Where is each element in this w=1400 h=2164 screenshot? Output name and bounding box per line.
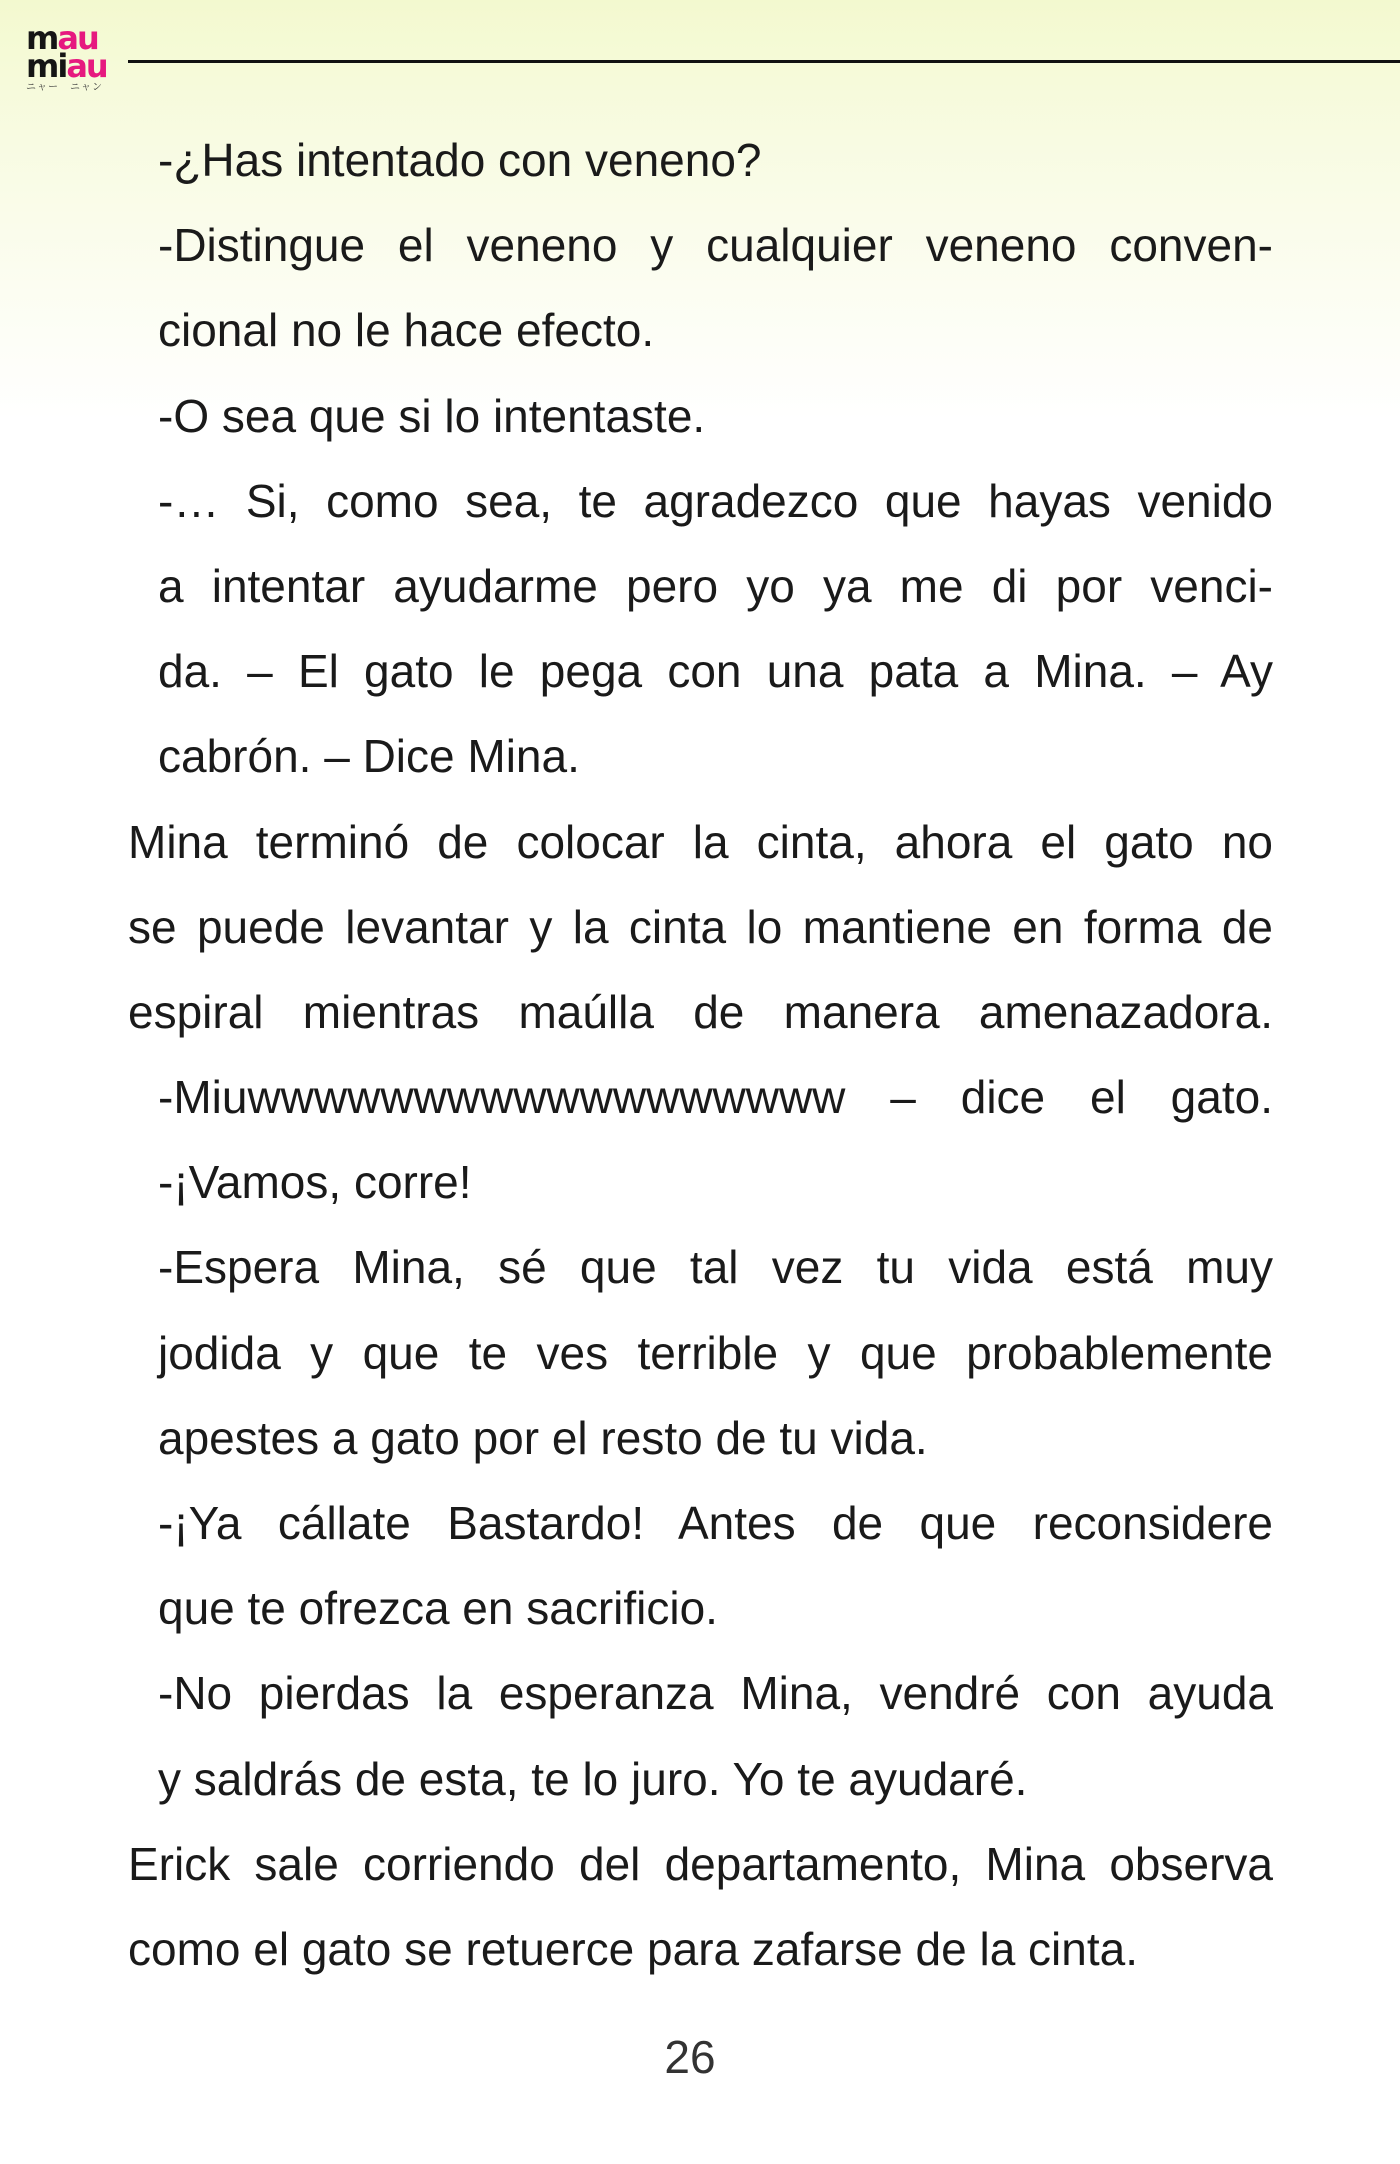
page-header: [0, 0, 1400, 110]
text-line: se puede levantar y la cinta lo mantiene en forma de: [128, 900, 1273, 953]
text-line: Mina terminó de colocar la cinta, ahora el gato no: [128, 815, 1273, 868]
text-line: -Miuwwwwwwwwwwwwwwwwww – dice el gato.: [158, 1071, 1273, 1124]
text-line: a intentar ayudarme pero yo ya me di por venci-: [158, 559, 1273, 612]
text-line: jodida y que te ves terrible y que probablemente: [158, 1326, 1273, 1379]
text-line: espiral mientras maúlla de manera amenazadora.: [128, 985, 1273, 1038]
text-line: como el gato se retuerce para zafarse de la cinta.: [128, 1922, 1139, 1975]
text-line: -Espera Mina, sé que tal vez tu vida está muy: [158, 1241, 1273, 1294]
text-line: Erick sale corriendo del departamento, Mina observa: [128, 1837, 1273, 1890]
text-line: da. – El gato le pega con una pata a Mina. – Ay: [158, 645, 1273, 698]
text-line: apestes a gato por el resto de tu vida.: [158, 1411, 928, 1464]
page-number: 26: [664, 2031, 716, 2083]
logo-line-1: mau: [26, 19, 98, 57]
logo-line-2: miau: [26, 47, 107, 85]
text-line: -O sea que si lo intentaste.: [158, 389, 706, 442]
logo-subtitle: ニャー ニャン: [26, 82, 103, 93]
text-line: -¡Vamos, corre!: [158, 1156, 472, 1209]
text-line: -Distingue el veneno y cualquier veneno conven-: [158, 219, 1273, 272]
text-line: cional no le hace efecto.: [158, 304, 655, 357]
header-divider: [128, 60, 1400, 63]
text-line: -¡Ya cállate Bastardo! Antes de que reconsidere: [158, 1497, 1273, 1549]
text-line: que te ofrezca en sacrificio.: [158, 1582, 718, 1635]
text-line: cabrón. – Dice Mina.: [158, 730, 580, 783]
text-line: -No pierdas la esperanza Mina, vendré con ayuda: [158, 1667, 1273, 1720]
brand-logo: [26, 19, 130, 98]
page-body-text: [128, 118, 1273, 1992]
text-line: y saldrás de esta, te lo juro. Yo te ayudaré.: [158, 1752, 1028, 1805]
text-line: -… Si, como sea, te agradezco que hayas venido: [158, 474, 1273, 527]
text-line: -¿Has intentado con veneno?: [158, 134, 762, 186]
